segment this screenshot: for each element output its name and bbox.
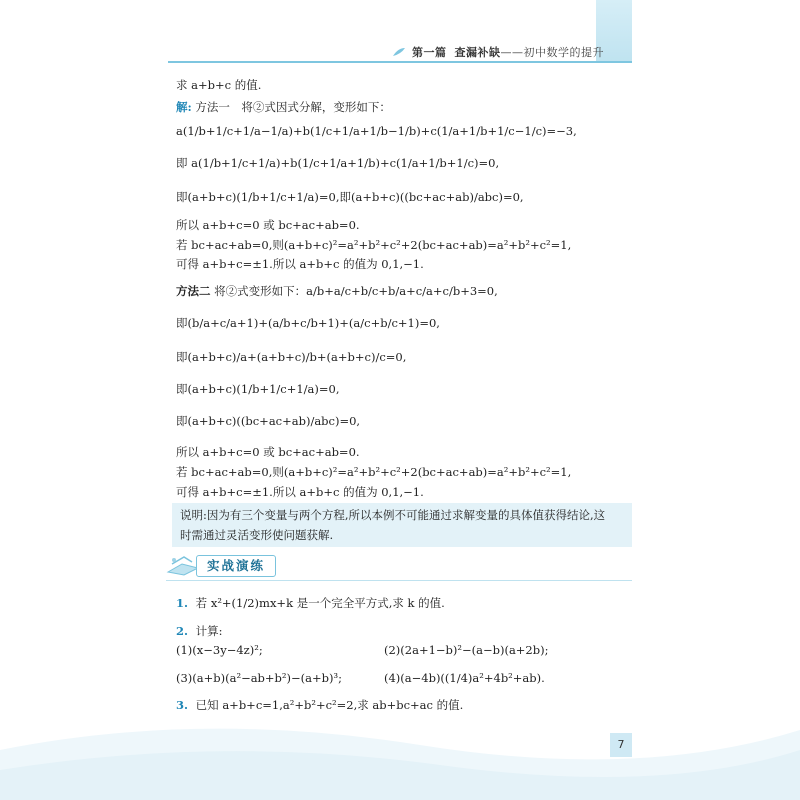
equation-line: 即(a+b+c)/a+(a+b+c)/b+(a+b+c)/c=0, bbox=[176, 350, 407, 364]
equation-line: 即(a+b+c)(1/b+1/c+1/a)=0,即(a+b+c)((bc+ac+ab)/abc)=0, bbox=[176, 190, 524, 204]
exercise-2-part-2: (2)(2a+1−b)²−(a−b)(a+2b); bbox=[384, 643, 549, 657]
method2-heading bbox=[176, 283, 636, 299]
equation-line: 即(a+b+c)((bc+ac+ab)/abc)=0, bbox=[176, 414, 361, 428]
exercise-text: 已知 a+b+c=1,a²+b²+c²=2,求 ab+bc+ac 的值. bbox=[195, 698, 464, 712]
practice-rule bbox=[166, 580, 632, 581]
footer-wave-decoration bbox=[0, 690, 800, 800]
note-line-1: 说明:因为有三个变量与两个方程,所以本例不可能通过求解变量的具体值获得结论,这 bbox=[180, 508, 606, 522]
equation-line: 即(a+b+c)(1/b+1/c+1/a)=0, bbox=[176, 382, 340, 396]
equation-line: 若 bc+ac+ab=0,则(a+b+c)²=a²+b²+c²+2(bc+ac+ab)=a²+b²+c²=1, bbox=[176, 465, 572, 479]
equation-line: 可得 a+b+c=±1.所以 a+b+c 的值为 0,1,−1. bbox=[176, 257, 424, 271]
equation-line: 可得 a+b+c=±1.所以 a+b+c 的值为 0,1,−1. bbox=[176, 485, 424, 499]
header-part: 第一篇 bbox=[412, 46, 447, 59]
equation-line: 若 bc+ac+ab=0,则(a+b+c)²=a²+b²+c²+2(bc+ac+ab)=a²+b²+c²=1, bbox=[176, 238, 572, 252]
practice-banner bbox=[166, 552, 286, 578]
practice-book-icon bbox=[166, 554, 200, 576]
method1-text: 方法一 将②式因式分解，变形如下： bbox=[195, 100, 391, 114]
exercise-text: 若 x²+(1/2)mx+k 是一个完全平方式,求 k 的值. bbox=[195, 596, 445, 610]
exercise-number: 3. bbox=[176, 698, 189, 712]
exercise-2-part-3: (3)(a+b)(a²−ab+b²)−(a+b)³; bbox=[176, 671, 342, 685]
header-title: 查漏补缺 bbox=[454, 46, 501, 59]
practice-title: 实战演练 bbox=[196, 555, 276, 577]
exercise-number: 1. bbox=[176, 596, 189, 610]
exercise-number: 2. bbox=[176, 624, 189, 638]
solution-label: 解: bbox=[176, 100, 192, 114]
note-line-2: 时需通过灵活变形使问题获解. bbox=[180, 528, 334, 542]
running-header bbox=[392, 43, 622, 61]
note-box bbox=[172, 503, 632, 547]
exercise-2 bbox=[176, 623, 636, 639]
equation-line: 所以 a+b+c=0 或 bc+ac+ab=0. bbox=[176, 218, 360, 232]
header-leaf-icon bbox=[392, 47, 406, 57]
equation-line: 即(b/a+c/a+1)+(a/b+c/b+1)+(a/c+b/c+1)=0, bbox=[176, 316, 440, 330]
equation-line: 所以 a+b+c=0 或 bc+ac+ab=0. bbox=[176, 445, 360, 459]
method2-label: 方法二 bbox=[176, 284, 211, 298]
exercise-1 bbox=[176, 595, 636, 611]
problem-ask-line: 求 a+b+c 的值. bbox=[176, 78, 262, 92]
equation-line: a(1/b+1/c+1/a−1/a)+b(1/c+1/a+1/b−1/b)+c(1/a+1/b+1/c−1/c)=−3, bbox=[176, 124, 577, 138]
exercise-2-part-1: (1)(x−3y−4z)²; bbox=[176, 643, 263, 657]
header-rule bbox=[168, 61, 632, 63]
equation-line: 即 a(1/b+1/c+1/a)+b(1/c+1/a+1/b)+c(1/a+1/b+1/c)=0, bbox=[176, 156, 500, 170]
method1-heading bbox=[176, 99, 636, 115]
exercise-2-part-4: (4)(a−4b)((1/4)a²+4b²+ab). bbox=[384, 671, 545, 685]
method2-text: 将②式变形如下：a/b+a/c+b/c+b/a+c/a+c/b+3=0, bbox=[214, 284, 498, 298]
page-number: 7 bbox=[610, 733, 632, 757]
header-subtitle: ——初中数学的提升 bbox=[500, 46, 604, 59]
exercise-text: 计算: bbox=[195, 624, 223, 638]
